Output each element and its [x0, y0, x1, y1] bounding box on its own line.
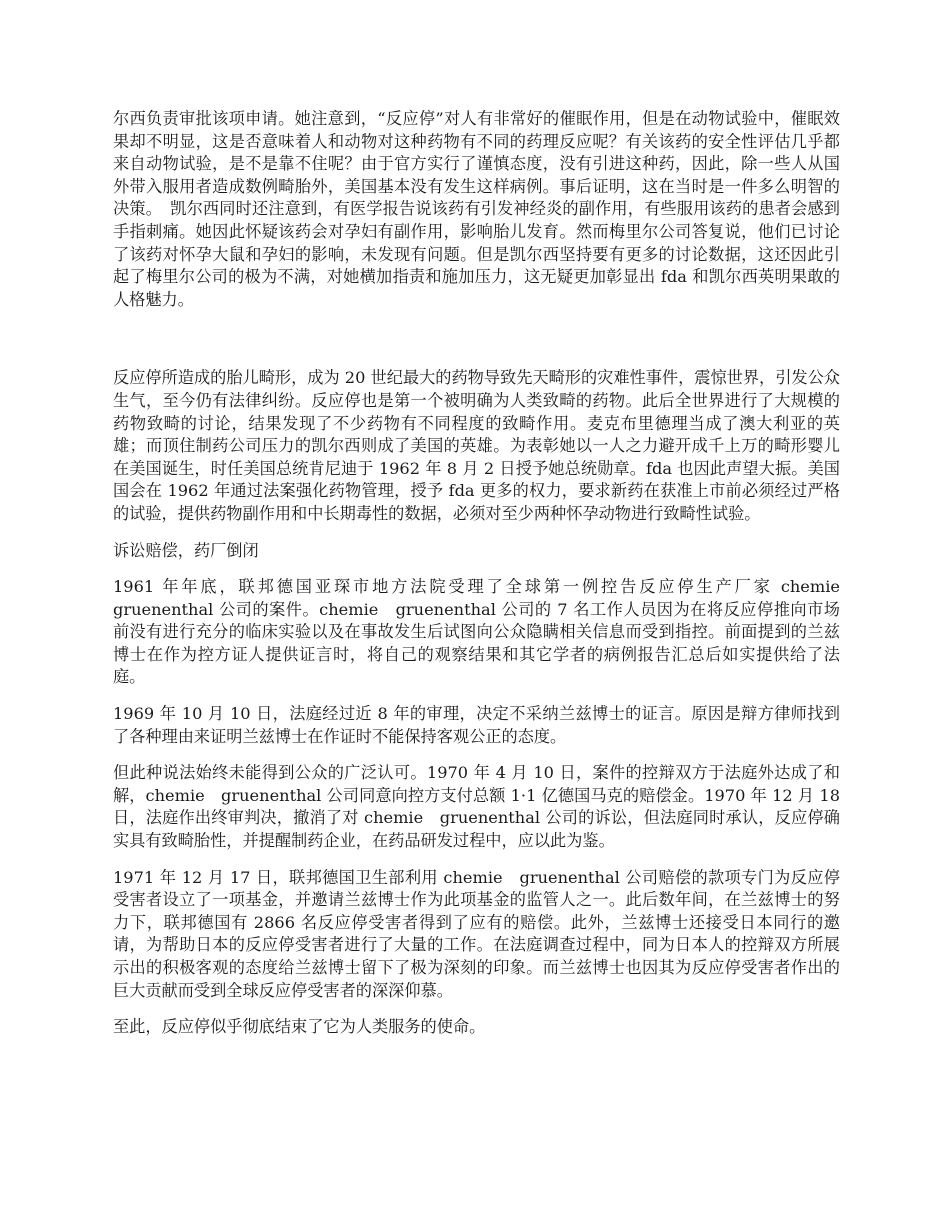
section-heading: 诉讼赔偿，药厂倒闭	[113, 540, 259, 560]
paragraph: 尔西负责审批该项申请。她注意到，“反应停”对人有非常好的催眠作用，但是在动物试验中，催眠效果却不明显，这是否意味着人和动物对这种药物有不同的药理反应呢？有关该药的安全性评估几乎都来自动物试验，是不是靠不住呢？由于官方实行了谨慎态度，没有引进这种药，因此，除一些人从国外带入服用者造成数例畸胎外，美国基本没有发生这样病例。事后证明，这在当时是一件多么明智的决策。 凯尔西同时还注意到，有医学报告说该药有引发神经炎的副作用，有些服用该药的患者会感到手指刺痛。她因此怀疑该药会对孕妇有副作用，影响胎儿发育。然而梅里尔公司答复说，他们已讨论了该药对怀孕大鼠和孕妇的影响，未发现有问题。但是凯尔西坚持要有更多的讨论数据，这还因此引起了梅里尔公司的极为不满，对她横加指责和施加压力，这无疑更加彰显出 fda 和凯尔西英明果敢的人格魅力。	[113, 109, 840, 309]
paragraph: 反应停所造成的胎儿畸形，成为 20 世纪最大的药物导致先天畸形的灾难性事件，震惊世界，引发公众生气，至今仍有法律纠纷。反应停也是第一个被明确为人类致畸的药物。此后全世界进行了大规模的药物致畸的讨论，结果发现了不少药物有不同程度的致畸作用。麦克布里德理当成了澳大利亚的英雄；而顶住制药公司压力的凯尔西则成了美国的英雄。为表彰她以一人之力避开成千上万的畸形婴儿在美国诞生，时任美国总统肯尼迪于 1962 年 8 月 2 日授予她总统勋章。fda 也因此声望大振。美国国会在 1962 年通过法案强化药物管理，授予 fda 更多的权力，要求新药在获准上市前必须经过严格的试验，提供药物副作用和中长期毒性的数据，必须对至少两种怀孕动物进行致畸性试验。	[113, 368, 840, 523]
paragraph: 1971 年 12 月 17 日，联邦德国卫生部利用 chemie gruenenthal 公司赔偿的款项专门为反应停受害者设立了一项基金，并邀请兰兹博士作为此项基金的监管人之一。此后数年间，在兰兹博士的努力下，联邦德国有 2866 名反应停受害者得到了应有的赔偿。此外，兰兹博士还接受日本同行的邀请，为帮助日本的反应停受害者进行了大量的工作。在法庭调查过程中，同为日本人的控辩双方所展示出的积极客观的态度给兰兹博士留下了极为深刻的印象。而兰兹博士也因其为反应停受害者作出的巨大贡献而受到全球反应停受害者的深深仰慕。	[113, 867, 840, 1000]
paragraph: 但此种说法始终未能得到公众的广泛认可。1970 年 4 月 10 日，案件的控辩双方于法庭外达成了和解，chemie gruenenthal 公司同意向控方支付总额 1·1 亿德国马克的赔偿金。1970 年 12 月 18 日，法庭作出终审判决，撤消了对 chemie gruenenthal 公司的诉讼，但法庭同时承认，反应停确实具有致畸胎性，并提醒制药企业，在药品研发过程中，应以此为鉴。	[113, 763, 840, 851]
paragraph: 1961 年年底，联邦德国亚琛市地方法院受理了全球第一例控告反应停生产厂家 chemie gruenenthal 公司的案件。chemie gruenenthal 公司的 7 名工作人员因为在将反应停推向市场前没有进行充分的临床实验以及在事故发生后试图向公众隐瞒相关信息而受到指控。前面提到的兰兹博士在作为控方证人提供证言时，将自己的观察结果和其它学者的病例报告汇总后如实提供给了法庭。	[113, 577, 857, 687]
paragraph: 1969 年 10 月 10 日，法庭经过近 8 年的审理，决定不采纳兰兹博士的证言。原因是辩方律师找到了各种理由来证明兰兹博士在作证时不能保持客观公正的态度。	[113, 704, 840, 746]
paragraph: 至此，反应停似乎彻底结束了它为人类服务的使命。	[113, 1017, 486, 1037]
document-body	[113, 108, 857, 1053]
